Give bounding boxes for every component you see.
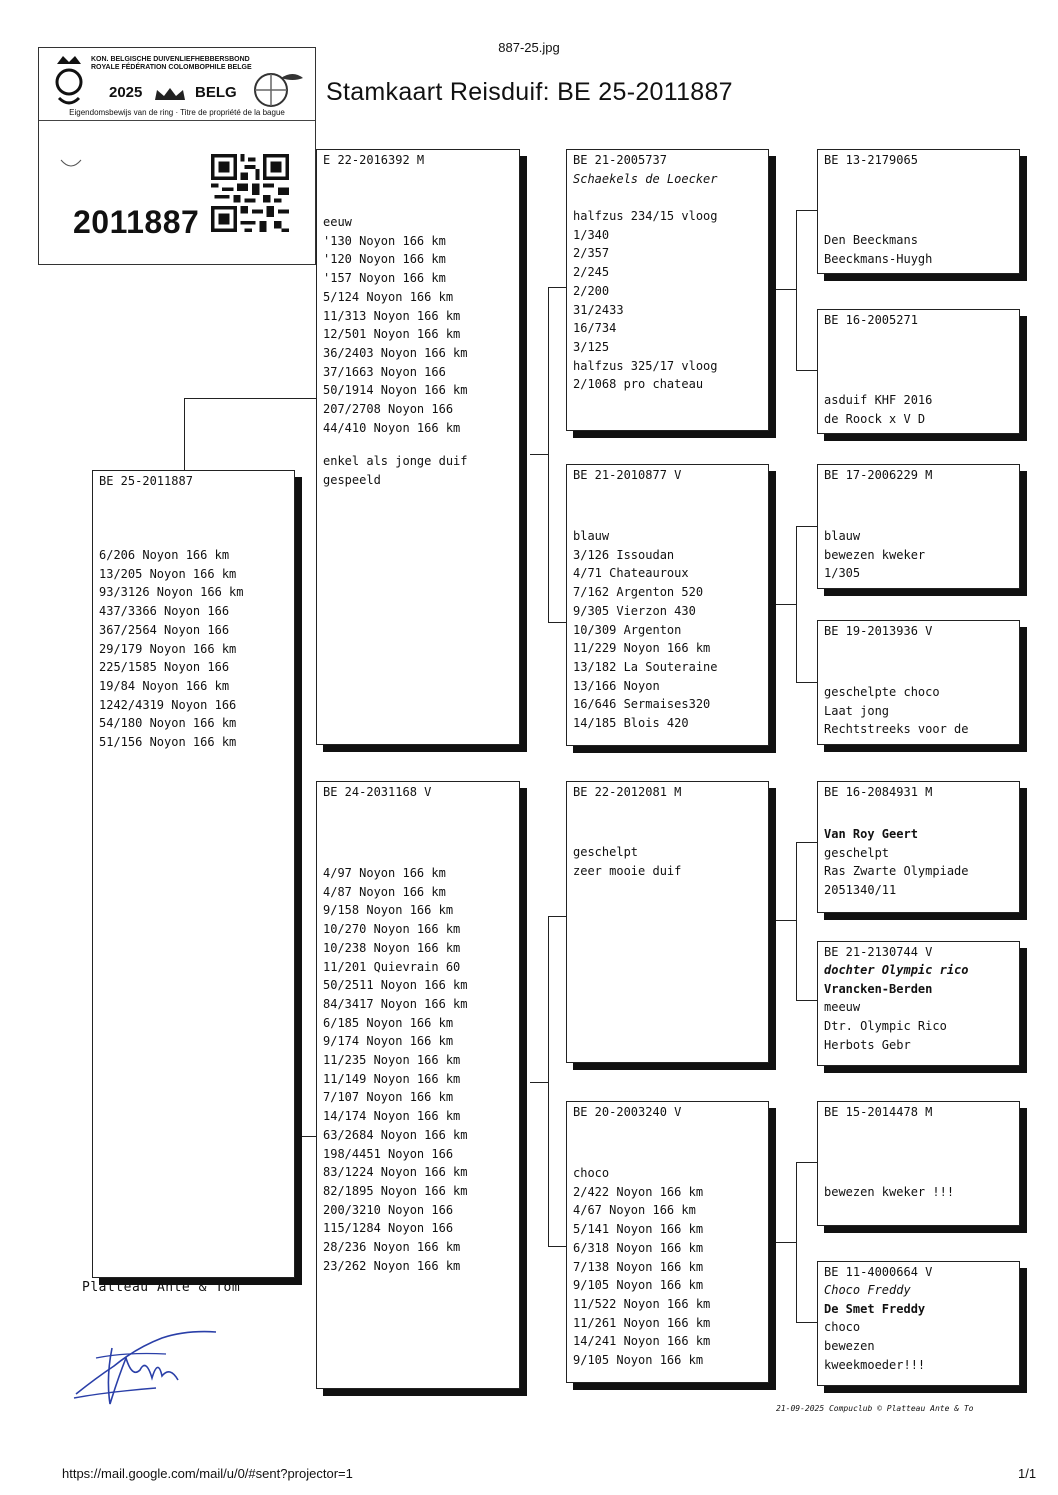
entry-line: 1/340: [573, 227, 610, 242]
connector-sire-parents-mid: [530, 454, 548, 455]
entry-line: 16/734: [573, 321, 617, 336]
connector-subject-up: [184, 398, 185, 470]
connector-ds-mid: [776, 920, 796, 921]
connector-sd-h1: [796, 526, 818, 527]
print-credit: 21-09-2025 Compuclub © Platteau Ante & To: [776, 1404, 974, 1413]
page-title: Stamkaart Reisduif: BE 25-2011887: [326, 78, 733, 106]
signature-icon: [66, 1318, 226, 1408]
name-ddd: Choco Freddy: [824, 1283, 911, 1297]
ring-id-dds: BE 15-2014478 M: [824, 1105, 933, 1119]
connector-sire-parents-h2: [548, 622, 566, 623]
ring-id-ddd: BE 11-4000664 V: [824, 1265, 933, 1279]
footer-page-number: 1/1: [1018, 1466, 1037, 1481]
ring-year: 2025: [109, 84, 143, 101]
entry-line: 10/270 Noyon 166 km: [323, 922, 461, 937]
entry-line: meeuw: [824, 1000, 861, 1015]
entry-line: 9/158 Noyon 166 km: [323, 903, 454, 918]
entry-line: 14/241 Noyon 166 km: [573, 1334, 711, 1349]
connector-dam-parents-h1: [548, 916, 566, 917]
name-dsd: dochter Olympic rico: [824, 963, 969, 977]
owner-name: Platteau Ante & Tom: [82, 1280, 241, 1295]
entry-line: 51/156 Noyon 166 km: [99, 735, 237, 750]
ring-id-subject: BE 25-2011887: [99, 474, 193, 488]
connector-dd-v: [796, 1162, 797, 1322]
entry-line: choco: [824, 1320, 861, 1335]
entry-line: '120 Noyon 166 km: [323, 252, 446, 267]
entry-line: 3/125: [573, 339, 610, 354]
entry-line: 31/2433: [573, 302, 624, 317]
results-list-sire: [317, 213, 519, 437]
pedigree-box-subject: [92, 470, 295, 1278]
ring-id-sdd: BE 19-2013936 V: [824, 624, 933, 638]
entry-line: geschelpt: [573, 845, 639, 859]
entry-line: 2051340/11: [824, 883, 897, 898]
entry-line: 50/1914 Noyon 166 km: [323, 383, 468, 398]
entry-line: 13/166 Noyon: [573, 678, 660, 693]
entry-line: 9/105 Noyon 166 km: [573, 1278, 704, 1293]
entry-line: choco: [573, 1166, 610, 1180]
ring-country: BELG: [195, 84, 237, 101]
entry-line: 6/185 Noyon 166 km: [323, 1015, 454, 1030]
entry-line: 7/138 Noyon 166 km: [573, 1259, 704, 1274]
federation-line-fr: ROYALE FÉDÉRATION COLOMBOPHILE BELGE: [91, 64, 252, 71]
entry-line: blauw: [824, 529, 861, 543]
entry-line: de Roock x V D: [824, 411, 926, 426]
entry-line: 4/87 Noyon 166 km: [323, 884, 446, 899]
pedigree-box-ssd: [817, 309, 1020, 434]
entry-line: geschelpt: [824, 845, 890, 860]
connector-ds-h2: [796, 1000, 818, 1001]
breeder-ddd: De Smet Freddy: [824, 1301, 926, 1316]
entry-line: 23/262 Noyon 166 km: [323, 1258, 461, 1273]
notes-dsd: [818, 998, 1019, 1054]
entry-line: 4/71 Chateauroux: [573, 566, 689, 581]
ring-card: [38, 47, 316, 265]
pedigree-box-sss: [817, 149, 1020, 274]
ring-id-sire: E 22-2016392 M: [323, 153, 425, 167]
entry-line: zeer mooie duif: [573, 863, 682, 878]
entry-line: 54/180 Noyon 166 km: [99, 716, 237, 731]
entry-line: 367/2564 Noyon 166: [99, 622, 230, 637]
pedigree-box-dss: [817, 781, 1020, 913]
connector-sd-v: [796, 526, 797, 682]
entry-line: halfzus 234/15 vloog: [573, 209, 718, 223]
entry-line: 115/1284 Noyon 166: [323, 1221, 454, 1236]
entry-line: 1/305: [824, 566, 861, 581]
connector-subject-up-h: [184, 398, 316, 399]
connector-sire-parents-h1: [548, 287, 566, 288]
crown-logo-icon: [51, 54, 87, 114]
pedigree-box-sire-dam: [566, 464, 769, 746]
entry-line: 10/309 Argenton: [573, 622, 682, 637]
entry-line: Dtr. Olympic Rico: [824, 1019, 947, 1034]
notes-sds: [818, 527, 1019, 583]
entry-line: Ras Zwarte Olympiade: [824, 864, 969, 879]
entry-line: 9/305 Vierzon 430: [573, 603, 696, 618]
connector-dd-h2: [796, 1322, 818, 1323]
entry-line: 437/3366 Noyon 166: [99, 604, 230, 619]
entry-line: 1242/4319 Noyon 166: [99, 697, 237, 712]
notes-dds: [818, 1183, 1019, 1202]
pedigree-box-dds: [817, 1101, 1020, 1226]
entry-line: 12/501 Noyon 166 km: [323, 327, 461, 342]
entry-line: 44/410 Noyon 166 km: [323, 420, 461, 435]
connector-dam-parents-h2: [548, 1246, 566, 1247]
name-sire-sire: Schaekels de Loecker: [573, 172, 718, 186]
entry-line: 28/236 Noyon 166 km: [323, 1240, 461, 1255]
results-list-dam: [317, 864, 519, 1275]
results-list-sire-sire: [567, 207, 768, 394]
entry-line: 13/205 Noyon 166 km: [99, 566, 237, 581]
entry-line: '157 Noyon 166 km: [323, 271, 446, 286]
ring-id-dsd: BE 21-2130744 V: [824, 945, 933, 959]
entry-line: bewezen kweker !!!: [824, 1185, 955, 1199]
entry-line: 11/261 Noyon 166 km: [573, 1315, 711, 1330]
entry-line: 37/1663 Noyon 166: [323, 364, 446, 379]
notes-ddd: [818, 1318, 1019, 1374]
ring-id-dam: BE 24-2031168 V: [323, 785, 432, 799]
federation-line-nl: KON. BELGISCHE DUIVENLIEFHEBBERSBOND: [91, 56, 250, 63]
entry-line: 50/2511 Noyon 166 km: [323, 978, 468, 993]
entry-line: 11/201 Quievrain 60: [323, 959, 461, 974]
results-list-subject: [93, 546, 294, 752]
connector-ds-h1: [796, 842, 818, 843]
entry-line: 83/1224 Noyon 166 km: [323, 1165, 468, 1180]
entry-line: Herbots Gebr: [824, 1037, 911, 1052]
connector-ss-h1: [796, 210, 818, 211]
federation-name: [91, 56, 252, 72]
ring-id-dam-sire: BE 22-2012081 M: [573, 785, 682, 799]
entry-line: asduif KHF 2016: [824, 393, 933, 407]
entry-line: 4/97 Noyon 166 km: [323, 866, 446, 880]
connector-ss-v: [796, 210, 797, 370]
notes-dss: [818, 844, 1019, 900]
entry-line: halfzus 325/17 vloog: [573, 358, 718, 373]
connector-sire-parents-v: [548, 287, 549, 622]
entry-line: Den Beeckmans: [824, 233, 918, 247]
entry-line: 63/2684 Noyon 166 km: [323, 1127, 468, 1142]
entry-line: Rechtstreeks voor de: [824, 722, 969, 737]
entry-line: 14/174 Noyon 166 km: [323, 1109, 461, 1124]
entry-line: 36/2403 Noyon 166 km: [323, 345, 468, 360]
ring-id-ssd: BE 16-2005271: [824, 313, 918, 327]
qr-code-icon: [211, 154, 289, 232]
entry-line: 84/3417 Noyon 166 km: [323, 996, 468, 1011]
entry-line: 11/522 Noyon 166 km: [573, 1296, 711, 1311]
entry-line: 9/105 Noyon 166 km: [573, 1353, 704, 1368]
notes-ssd: [818, 391, 1019, 428]
connector-dd-h1: [796, 1162, 818, 1163]
entry-line: 200/3210 Noyon 166: [323, 1202, 454, 1217]
entry-line: 11/229 Noyon 166 km: [573, 641, 711, 656]
entry-line: eeuw: [323, 215, 352, 229]
notes-sire: [317, 452, 519, 489]
connector-dd-mid: [776, 1242, 796, 1243]
entry-line: '130 Noyon 166 km: [323, 233, 446, 248]
pedigree-box-dsd: [817, 941, 1020, 1066]
entry-line: bewezen kweker: [824, 547, 926, 562]
entry-line: 4/67 Noyon 166 km: [573, 1203, 696, 1218]
ring-number: 2011887: [73, 204, 200, 240]
entry-line: kweekmoeder!!!: [824, 1357, 926, 1372]
connector-dam-parents-mid: [530, 1082, 548, 1083]
pedigree-box-ddd: [817, 1261, 1020, 1386]
entry-line: 207/2708 Noyon 166: [323, 402, 454, 417]
connector-sd-h2: [796, 682, 818, 683]
entry-line: 7/162 Argenton 520: [573, 585, 704, 600]
entry-line: Laat jong: [824, 703, 890, 718]
entry-line: enkel als jonge duif: [323, 454, 468, 469]
ring-id-sire-sire: BE 21-2005737: [573, 153, 667, 167]
results-list-dam-sire: [567, 843, 768, 880]
entry-line: 16/646 Sermaises320: [573, 697, 711, 712]
entry-line: 11/149 Noyon 166 km: [323, 1071, 461, 1086]
crown-icon: [153, 86, 187, 102]
pedigree-box-sire-sire: [566, 149, 769, 431]
entry-line: Beeckmans-Huygh: [824, 251, 933, 266]
ring-divider: [39, 120, 315, 121]
entry-line: blauw: [573, 529, 610, 543]
entry-line: 11/235 Noyon 166 km: [323, 1053, 461, 1068]
fci-globe-logo-icon: [249, 68, 307, 108]
entry-line: bewezen: [824, 1339, 875, 1354]
pedigree-box-sire: [316, 149, 520, 745]
connector-ss-mid: [776, 289, 796, 290]
entry-line: 11/313 Noyon 166 km: [323, 308, 461, 323]
entry-line: 5/141 Noyon 166 km: [573, 1222, 704, 1237]
connector-ds-v: [796, 842, 797, 1000]
pedigree-box-sdd: [817, 620, 1020, 745]
ring-id-dss: BE 16-2084931 M: [824, 785, 933, 799]
entry-line: 9/174 Noyon 166 km: [323, 1034, 454, 1049]
footer-url: https://mail.google.com/mail/u/0/#sent?projector=1: [62, 1466, 353, 1481]
notes-sdd: [818, 683, 1019, 739]
hole-mark-icon: [59, 156, 83, 170]
breeder-dsd: Vrancken-Berden: [824, 981, 933, 996]
name-dss: Van Roy Geert: [824, 827, 918, 841]
connector-dam-parents-v: [548, 916, 549, 1246]
entry-line: 10/238 Noyon 166 km: [323, 940, 461, 955]
ring-subtitle: Eigendomsbewijs van de ring · Titre de propriété de la bague: [69, 108, 285, 117]
results-list-dam-dam: [567, 1164, 768, 1370]
entry-line: 2/1068 pro chateau: [573, 377, 704, 392]
entry-line: 14/185 Blois 420: [573, 716, 689, 731]
entry-line: 93/3126 Noyon 166 km: [99, 585, 244, 600]
results-list-sire-dam: [567, 527, 768, 733]
entry-line: 198/4451 Noyon 166: [323, 1146, 454, 1161]
connector-ss-h2: [796, 370, 818, 371]
pedigree-box-dam-dam: [566, 1101, 769, 1383]
entry-line: 3/126 Issoudan: [573, 547, 675, 562]
pedigree-box-dam: [316, 781, 520, 1389]
entry-line: 82/1895 Noyon 166 km: [323, 1183, 468, 1198]
entry-line: 13/182 La Souteraine: [573, 659, 718, 674]
entry-line: geschelpte choco: [824, 685, 940, 699]
entry-line: 2/245: [573, 265, 610, 280]
entry-line: 7/107 Noyon 166 km: [323, 1090, 454, 1105]
entry-line: 29/179 Noyon 166 km: [99, 641, 237, 656]
entry-line: 6/206 Noyon 166 km: [99, 548, 230, 562]
entry-line: 5/124 Noyon 166 km: [323, 289, 454, 304]
entry-line: gespeeld: [323, 473, 381, 488]
ring-id-dam-dam: BE 20-2003240 V: [573, 1105, 682, 1119]
entry-line: 2/422 Noyon 166 km: [573, 1184, 704, 1199]
entry-line: 225/1585 Noyon 166: [99, 660, 230, 675]
pedigree-box-sds: [817, 464, 1020, 589]
ring-id-sds: BE 17-2006229 M: [824, 468, 933, 482]
ring-id-sss: BE 13-2179065: [824, 153, 918, 167]
entry-line: 6/318 Noyon 166 km: [573, 1240, 704, 1255]
ring-id-sire-dam: BE 21-2010877 V: [573, 468, 682, 482]
connector-sd-mid: [776, 604, 796, 605]
entry-line: 2/357: [573, 246, 610, 261]
pedigree-box-dam-sire: [566, 781, 769, 1063]
entry-line: 2/200: [573, 283, 610, 298]
entry-line: 19/84 Noyon 166 km: [99, 678, 230, 693]
file-name: 887-25.jpg: [498, 40, 560, 55]
notes-sss: [818, 231, 1019, 268]
